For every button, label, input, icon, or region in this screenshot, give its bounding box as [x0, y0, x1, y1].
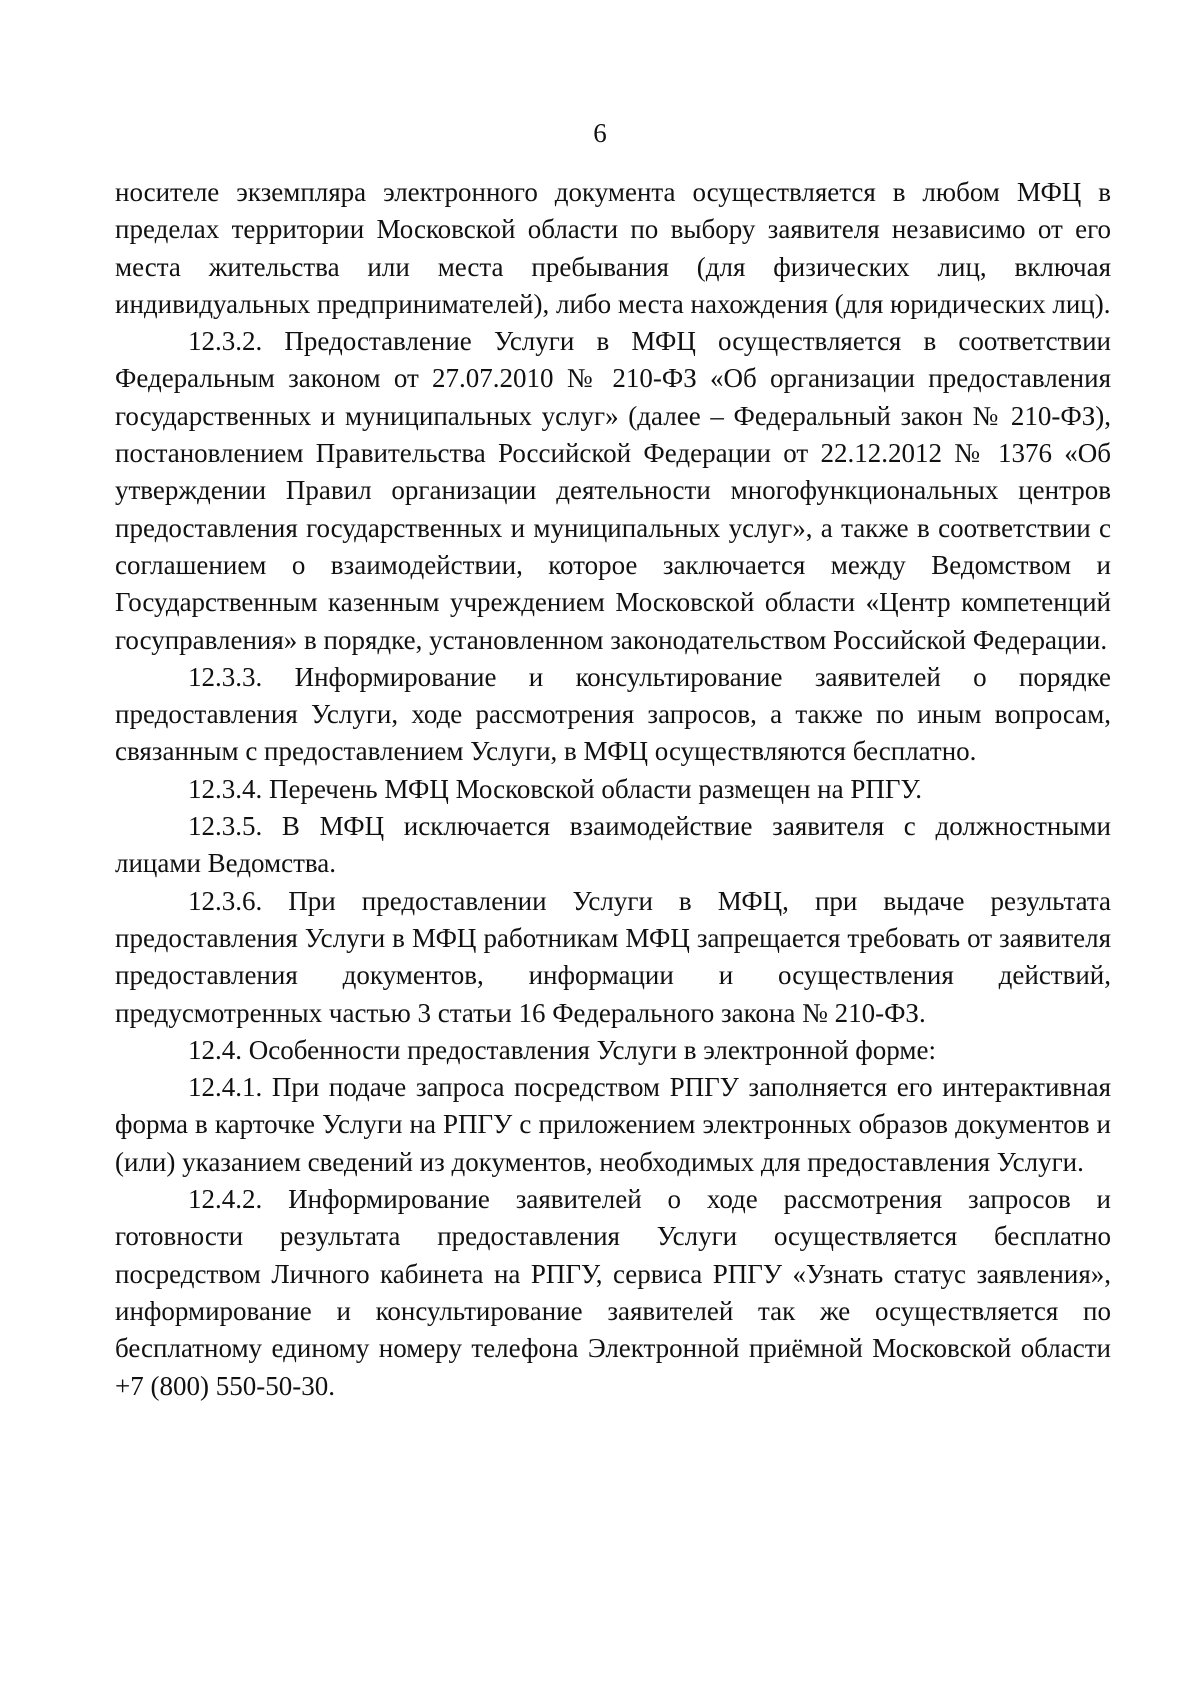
paragraph-12-4-2: 12.4.2. Информирование заявителей о ходе рассмотрения запросов и готовности результата предоставления Услуги осуществляется бесплатно посредством Личного кабинета на РПГУ, сервиса РПГУ «Узнать статус заявления», информирование и консультирование заявителей так же осуществляется по бесплатному единому номеру телефона Электронной приёмной Московской области +7 (800) 550-50-30. [115, 1184, 1111, 1401]
paragraph-12-3-6: 12.3.6. При предоставлении Услуги в МФЦ, при выдаче результата предоставления Услуги в МФЦ работникам МФЦ запрещается требовать от заявителя предоставления документов, информации и осуществления действий, предусмотренных частью 3 статьи 16 Федерального закона № 210-ФЗ. [115, 885, 1111, 1028]
document-body [115, 174, 1111, 1405]
paragraph-12-3-2: 12.3.2. Предоставление Услуги в МФЦ осуществляется в соответствии Федеральным законом от 27.07.2010 № 210-ФЗ «Об организации предоставления государственных и муниципальных услуг» (далее – Федеральный закон № 210-ФЗ), постановлением Правительства Российской Федерации от 22.12.2012 № 1376 «Об утверждении Правил организации деятельности многофункциональных центров предоставления государственных и муниципальных услуг», а также в соответствии с соглашением о взаимодействии, которое заключается между Ведомством и Государственным казенным учреждением Московской области «Центр компетенций госуправления» в порядке, установленном законодательством Российской Федерации. [115, 326, 1111, 655]
paragraph-12-3-4: 12.3.4. Перечень МФЦ Московской области размещен на РПГУ. [188, 773, 922, 804]
paragraph-12-4: 12.4. Особенности предоставления Услуги в электронной форме: [188, 1034, 936, 1065]
paragraph-12-3-3: 12.3.3. Информирование и консультирование заявителей о порядке предоставления Услуги, ходе рассмотрения запросов, а также по иным вопросам, связанным с предоставлением Услуги, в МФЦ осуществляются бесплатно. [115, 661, 1111, 767]
page-number: 6 [593, 118, 607, 148]
paragraph-12-4-1: 12.4.1. При подаче запроса посредством РПГУ заполняется его интерактивная форма в карточке Услуги на РПГУ с приложением электронных образов документов и (или) указанием сведений из документов, необходимых для предоставления Услуги. [115, 1072, 1111, 1177]
paragraph-continuation: носителе экземпляра электронного документа осуществляется в любом МФЦ в пределах территории Московской области по выбору заявителя независимо от его места жительства или места пребывания (для физических лиц, включая индивидуальных предпринимателей), либо места нахождения (для юридических лиц). [115, 177, 1111, 319]
paragraph-12-3-5: 12.3.5. В МФЦ исключается взаимодействие заявителя с должностными лицами Ведомства. [115, 811, 1111, 879]
